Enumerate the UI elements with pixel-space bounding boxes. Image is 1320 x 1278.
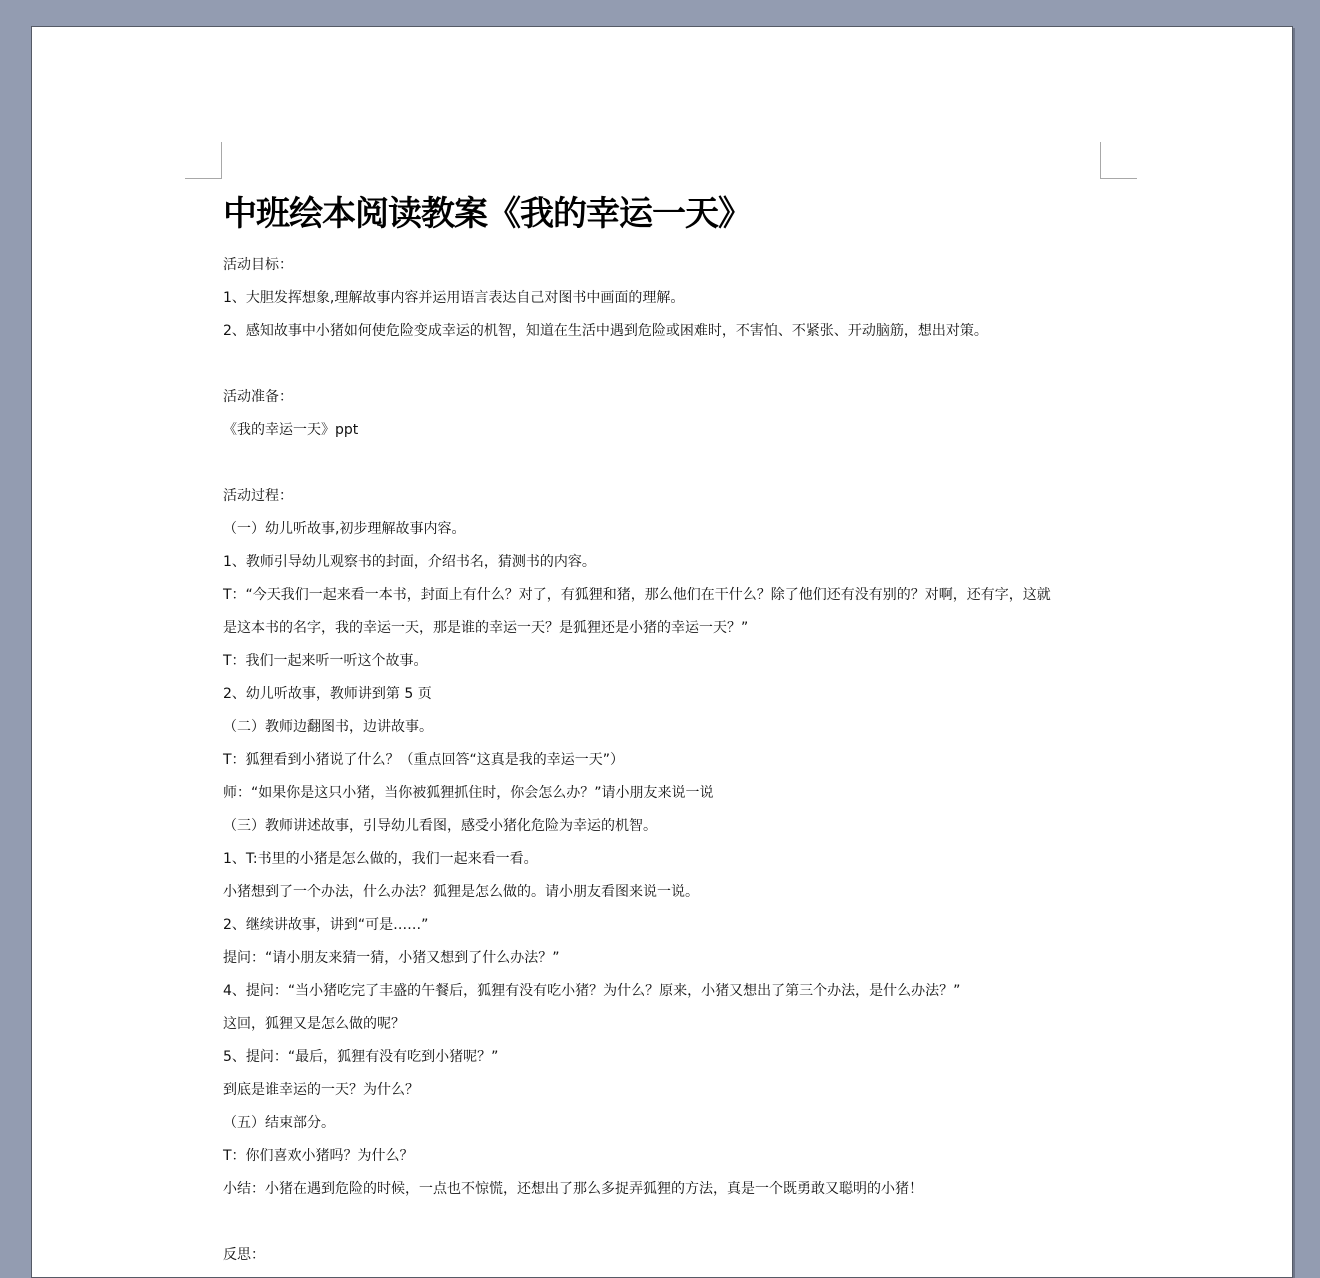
paragraph: 是这本书的名字，我的幸运一天，那是谁的幸运一天？是狐狸还是小猪的幸运一天？” bbox=[223, 620, 749, 636]
document-page bbox=[31, 26, 1293, 1278]
margin-corner-top-left bbox=[185, 142, 222, 179]
paragraph: 师：“如果你是这只小猪，当你被狐狸抓住时，你会怎么办？”请小朋友来说一说 bbox=[223, 785, 714, 801]
paragraph: T：我们一起来听一听这个故事。 bbox=[223, 653, 428, 669]
paragraph: 1、大胆发挥想象,理解故事内容并运用语言表达自己对图书中画面的理解。 bbox=[223, 290, 685, 306]
paragraph: （二）教师边翻图书，边讲故事。 bbox=[223, 719, 433, 735]
document-title: 中班绘本阅读教案《我的幸运一天》 bbox=[223, 194, 751, 234]
paragraph: （五）结束部分。 bbox=[223, 1115, 335, 1131]
paragraph: 反思： bbox=[223, 1247, 265, 1263]
paragraph: 1、T:书里的小猪是怎么做的，我们一起来看一看。 bbox=[223, 851, 538, 867]
paragraph: 小结：小猪在遇到危险的时候，一点也不惊慌，还想出了那么多捉弄狐狸的方法，真是一个既勇敢又聪明的小猪！ bbox=[223, 1181, 923, 1197]
paragraph: （一）幼儿听故事,初步理解故事内容。 bbox=[223, 521, 466, 537]
paragraph: 这回，狐狸又是怎么做的呢？ bbox=[223, 1016, 405, 1032]
paragraph: 小猪想到了一个办法，什么办法？狐狸是怎么做的。请小朋友看图来说一说。 bbox=[223, 884, 699, 900]
blank-line bbox=[223, 447, 1123, 480]
paragraph: 到底是谁幸运的一天？为什么？ bbox=[223, 1082, 419, 1098]
paragraph: （三）教师讲述故事，引导幼儿看图，感受小猪化危险为幸运的机智。 bbox=[223, 818, 657, 834]
paragraph: 2、继续讲故事，讲到“可是……” bbox=[223, 917, 429, 933]
paragraph: 活动过程： bbox=[223, 488, 293, 504]
paragraph: 5、提问：“最后，狐狸有没有吃到小猪呢？” bbox=[223, 1049, 499, 1065]
paragraph: T：狐狸看到小猪说了什么？（重点回答“这真是我的幸运一天”） bbox=[223, 752, 625, 768]
paragraph: 活动准备： bbox=[223, 389, 293, 405]
blank-line bbox=[223, 348, 1123, 381]
document-body[interactable] bbox=[223, 187, 1123, 1272]
paragraph: 2、幼儿听故事，教师讲到第 5 页 bbox=[223, 686, 432, 702]
paragraph: T：“今天我们一起来看一本书，封面上有什么？对了，有狐狸和猪，那么他们在干什么？除了他们还有没有别的？对啊，还有字，这就 bbox=[223, 587, 1051, 603]
blank-line bbox=[223, 1206, 1123, 1239]
paragraph: T：你们喜欢小猪吗？为什么？ bbox=[223, 1148, 414, 1164]
paragraph-list bbox=[223, 249, 1123, 1272]
paragraph: 提问：“请小朋友来猜一猜，小猪又想到了什么办法？” bbox=[223, 950, 560, 966]
margin-corner-top-right bbox=[1100, 142, 1137, 179]
paragraph: 2、感知故事中小猪如何使危险变成幸运的机智，知道在生活中遇到危险或困难时，不害怕、不紧张、开动脑筋，想出对策。 bbox=[223, 323, 988, 339]
paragraph: 活动目标： bbox=[223, 257, 293, 273]
paragraph: 1、教师引导幼儿观察书的封面，介绍书名，猜测书的内容。 bbox=[223, 554, 596, 570]
paragraph: 4、提问：“当小猪吃完了丰盛的午餐后，狐狸有没有吃小猪？为什么？原来，小猪又想出了第三个办法，是什么办法？” bbox=[223, 983, 961, 999]
paragraph: 《我的幸运一天》ppt bbox=[223, 422, 359, 438]
